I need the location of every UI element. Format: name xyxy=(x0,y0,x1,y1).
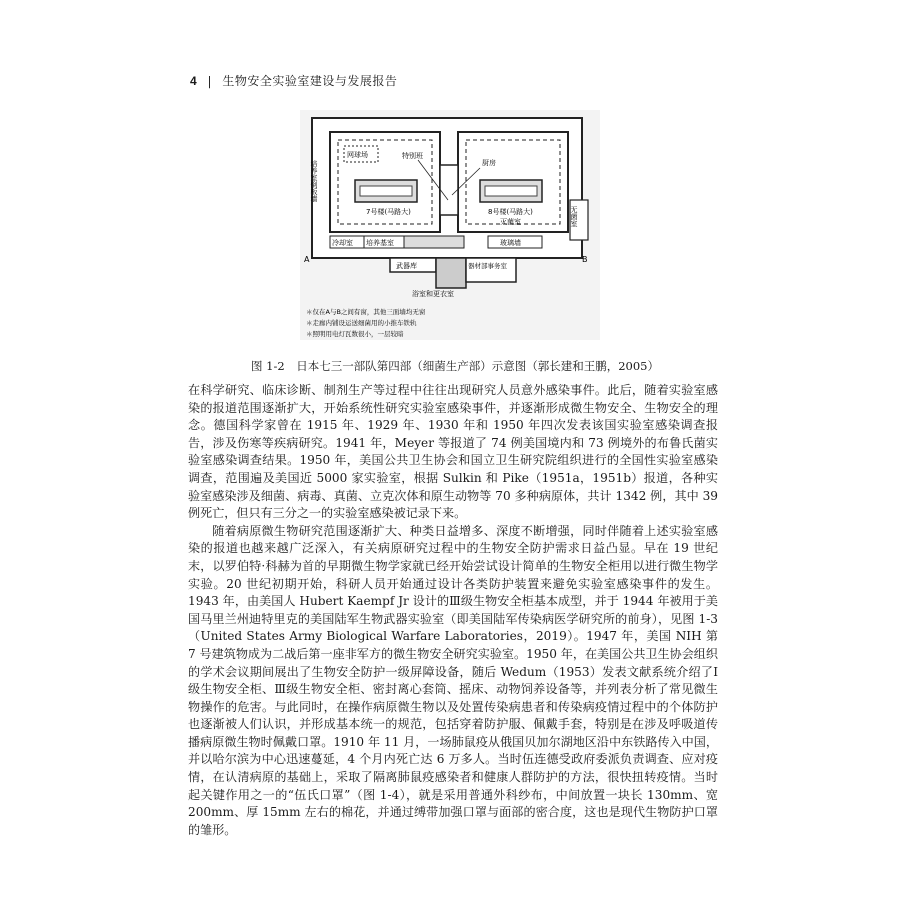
building-8-inner xyxy=(485,186,537,196)
body-text xyxy=(188,382,718,839)
note-3: ＊照明用电灯瓦数很小，一层较暗 xyxy=(306,330,404,338)
label-sterile: 灭菌室 xyxy=(500,218,521,226)
label-left-vertical: 培养室倒板墙 xyxy=(310,160,318,202)
label-right-vertical: 无菌室 xyxy=(570,206,578,227)
label-building-8: 8号楼(马路大) xyxy=(488,208,533,216)
note-2: ＊走廊内铺设运送细菌用的小推车铁轨 xyxy=(306,319,417,327)
label-tennis: 网球场 xyxy=(347,151,368,159)
label-glass: 玻璃墙 xyxy=(500,239,521,247)
figure-caption: 图 1-2 日本七三一部队第四部（细菌生产部）示意图（郭长建和王鹏，2005） xyxy=(251,359,659,373)
label-equipment: 器材部事务室 xyxy=(468,262,507,270)
paragraph-1: 在科学研究、临床诊断、制剂生产等过程中往往出现研究人员意外感染事件。此后，随着实验室感染的报道范围逐渐扩大，开始系统性研究实验室感染事件，并逐渐形成微生物安全、生物安全的理念。德国科学家曾在 1915 年、1929 年、1930 年和 1950 年四次发表该国实验室感染调查报告，涉及伤寒等疾病研究。1941 年，Meyer 等报道了 74 例美国境内和 73 例境外的布鲁氏菌实验室感染调查结果。1950 年，美国公共卫生协会和国立卫生研究院组织进行的全国性实验室感染调查，范围遍及美国近 5000 家实验室，根据 Sulkin 和 Pike（1951a，1951b）报道，各种实验室感染涉及细菌、病毒、真菌、立克次体和原生动物等 70 多种病原体，共计 1342 例，其中 39 例死亡，但只有三分之一的实验室感染被记录下来。 xyxy=(188,383,718,521)
label-bath: 浴室和更衣室 xyxy=(412,290,454,298)
label-building-7: 7号楼(马路大) xyxy=(366,208,411,216)
page-number: 4 xyxy=(190,74,198,88)
label-point-b: B xyxy=(582,255,588,264)
bath-room xyxy=(436,258,466,288)
note-1: ＊仅在A与B之间有窗，其他三面墙均无窗 xyxy=(306,308,426,316)
header-separator: | xyxy=(207,74,213,88)
central-connector xyxy=(440,165,458,215)
label-kitchen: 厨房 xyxy=(482,159,496,167)
rail-corridor xyxy=(404,236,464,248)
running-header xyxy=(190,72,397,89)
label-armory: 武器库 xyxy=(396,262,417,270)
paragraph-2: 随着病原微生物研究范围逐渐扩大、种类日益增多、深度不断增强，同时伴随着上述实验室感染的报道也越来越广泛深入，有关病原研究过程中的生物安全防护需求日益凸显。早在 19 世纪末，以罗伯特·科赫为首的早期微生物学家就已经开始尝试设计简单的生物安全柜用以进行微生物学实验。20 世纪初期开始，科研人员开始通过设计各类防护装置来避免实验室感染事件的发生。1943 年，由美国人 Hubert Kaempf Jr 设计的Ⅲ级生物安全柜基本成型，并于 1944 年被用于美国马里兰州迪特里克的美国陆军生物武器实验室（即美国陆军传染病医学研究所的前身），见图 1-3（United States Army Biological Warfare Laboratories，2019）。1947 年，美国 NIH 第 7 号建筑物成为二战后第一座非军方的微生物安全研究实验室。1950 年，在美国公共卫生协会组织的学术会议期间展出了生物安全防护一级屏障设备，随后 Wedum（1953）发表文献系统介绍了Ⅰ级生物安全柜、Ⅲ级生物安全柜、密封离心套筒、摇床、动物饲养设备等，并列表分析了常见微生物操作的危害。与此同时，在操作病原微生物以及处置传染病患者和传染病疫情过程中的个体防护也逐渐被人们认识，并形成基本统一的规范，包括穿着防护服、佩戴手套，特别是在涉及呼吸道传播病原微生物时佩戴口罩。1910 年 11 月，一场肺鼠疫从俄国贝加尔湖地区沿中东铁路传入中国，并以哈尔滨为中心迅速蔓延，4 个月内死亡达 6 万多人。当时伍连德受政府委派负责调查、应对疫情，在认清病原的基础上，采取了隔离肺鼠疫感染者和健康人群防护的方法，很快扭转疫情。当时起关键作用之一的“伍氏口罩”（图 1-4），就是采用普通外科纱布，中间放置一块长 130mm、宽 200mm、厚 15mm 左右的棉花，并通过缚带加强口罩与面部的密合度，这也是现代生物防护口罩的雏形。 xyxy=(188,523,718,837)
label-special-team: 特别班 xyxy=(402,152,423,160)
book-title: 生物安全实验室建设与发展报告 xyxy=(222,74,398,88)
floor-plan-figure xyxy=(300,110,600,340)
building-7-inner xyxy=(360,186,412,196)
label-point-a: A xyxy=(304,255,310,264)
floor-plan-diagram xyxy=(300,110,600,340)
label-culture: 培养基室 xyxy=(366,239,394,247)
label-cooling: 冷却室 xyxy=(332,239,353,247)
